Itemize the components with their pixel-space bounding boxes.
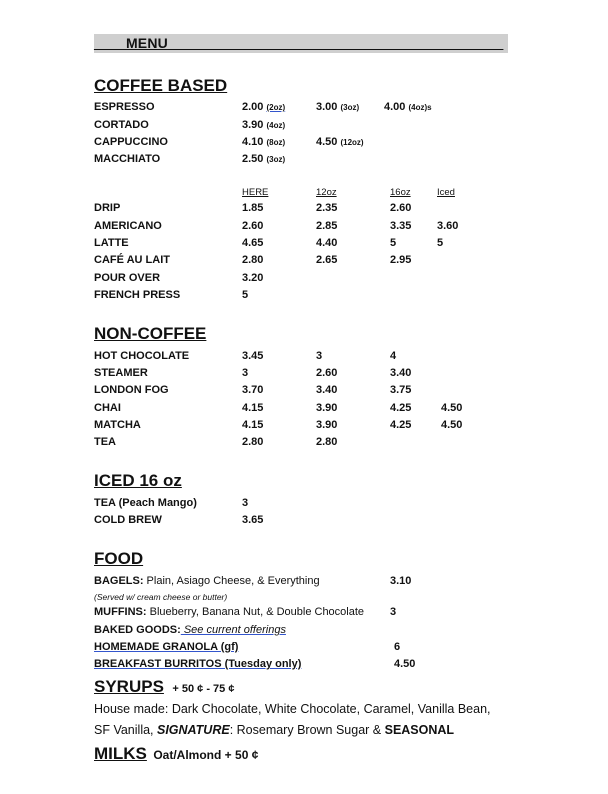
milks-heading-row	[94, 744, 258, 764]
table-row-name: TEA	[94, 436, 116, 448]
syrups-line-2-a: SF Vanilla,	[94, 723, 157, 737]
table-cell-price: 3.70	[242, 384, 264, 396]
syrups-description	[94, 699, 491, 741]
food-item-baked-goods	[94, 624, 286, 636]
table-cell-price: 4.25	[390, 419, 412, 431]
table-cell-price: 3.90	[316, 419, 338, 431]
table-cell-price: 3.45	[242, 350, 264, 362]
table-row-name: HOT CHOCOLATE	[94, 350, 190, 362]
table-cell-price: 5	[437, 237, 444, 249]
table-cell-price: 2.35	[316, 202, 338, 214]
syrups-heading-row	[94, 677, 234, 697]
syrups-price: + 50 ¢ - 75 ¢	[172, 683, 235, 695]
table-cell-price: 4.40	[316, 237, 338, 249]
signature-label: SIGNATURE	[157, 723, 230, 737]
table-row-name: AMERICANO	[94, 220, 162, 232]
milks-price: Oat/Almond + 50 ¢	[153, 748, 259, 762]
table-cell-price: 3.75	[390, 384, 412, 396]
table-cell-price: 2.65	[316, 254, 338, 266]
section-heading-milks: MILKS	[94, 744, 147, 763]
size-label: (2oz)	[266, 103, 286, 112]
table-cell-price: 5	[242, 289, 249, 301]
table-cell-price: 2.60	[242, 220, 264, 232]
section-heading-iced: ICED 16 oz	[94, 471, 182, 490]
baked-label: BAKED GOODS:	[94, 624, 181, 636]
granola-label: HOMEMADE GRANOLA (gf)	[94, 641, 239, 653]
menu-item-name: CAPPUCCINO	[94, 136, 168, 148]
menu-item-price: 4.00 (4oz)s	[384, 101, 432, 113]
menu-item-price: 3.00 (3oz)	[316, 101, 360, 113]
column-header: HERE	[242, 187, 269, 198]
menu-item-name: ESPRESSO	[94, 101, 155, 113]
table-cell-price: 4.65	[242, 237, 264, 249]
menu-item-price: 2.50 (3oz)	[242, 153, 286, 165]
menu-item-price: 4.50 (12oz)	[316, 136, 364, 148]
table-cell-price: 3.20	[242, 272, 264, 284]
bagels-note: (Served w/ cream cheese or butter)	[94, 592, 228, 602]
size-label: (4oz)s	[408, 103, 432, 112]
table-row-name: MATCHA	[94, 419, 141, 431]
table-cell-price: 3.40	[390, 367, 412, 379]
granola-price: 6	[394, 641, 401, 653]
table-row-name: LATTE	[94, 237, 129, 249]
size-label: (3oz)	[340, 103, 360, 112]
menu-item-name: MACCHIATO	[94, 153, 161, 165]
table-cell-price: 2.80	[242, 254, 264, 266]
menu-title: ____MENU__________________________________________	[94, 35, 504, 51]
size-label: (4oz)	[266, 121, 286, 130]
section-heading-food: FOOD	[94, 549, 144, 568]
table-cell-price: 4.15	[242, 419, 264, 431]
menu-item-price: 4.10 (8oz)	[242, 136, 286, 148]
table-cell-price: 3	[242, 367, 249, 379]
menu-item-price: 2.00 (2oz)	[242, 101, 286, 113]
table-cell-price: 4.15	[242, 402, 264, 414]
menu-item-price: 3.90 (4oz)	[242, 119, 286, 131]
table-cell-price: 2.85	[316, 220, 338, 232]
table-row-name: CAFÉ AU LAIT	[94, 254, 170, 266]
bagels-label: BAGELS:	[94, 575, 144, 587]
table-cell-price: 4.25	[390, 402, 412, 414]
table-cell-price: 5	[390, 237, 397, 249]
size-label: (8oz)	[266, 138, 286, 147]
table-cell-price: 4.50	[441, 402, 463, 414]
table-cell-price: 3.65	[242, 514, 264, 526]
size-label: (3oz)	[266, 155, 286, 164]
table-cell-price: 4.50	[441, 419, 463, 431]
table-row-name: DRIP	[94, 202, 121, 214]
table-row-name: CHAI	[94, 402, 121, 414]
muffins-price: 3	[390, 606, 397, 618]
syrups-line-2	[94, 720, 491, 741]
section-heading-coffee-based: COFFEE BASED	[94, 76, 228, 95]
bagels-desc: Plain, Asiago Cheese, & Everything	[143, 575, 320, 587]
table-row-name: LONDON FOG	[94, 384, 169, 396]
column-header: Iced	[437, 187, 455, 198]
table-row-name: STEAMER	[94, 367, 148, 379]
table-cell-price: 4	[390, 350, 397, 362]
table-row-name: FRENCH PRESS	[94, 289, 181, 301]
baked-desc: See current offerings	[180, 624, 286, 636]
section-heading-non-coffee: NON-COFFEE	[94, 324, 207, 343]
table-cell-price: 2.80	[242, 436, 264, 448]
table-cell-price: 3.90	[316, 402, 338, 414]
table-row-name: TEA (Peach Mango)	[94, 497, 197, 509]
table-cell-price: 3	[316, 350, 323, 362]
table-cell-price: 2.95	[390, 254, 412, 266]
syrups-line-2-b: : Rosemary Brown Sugar &	[229, 723, 385, 737]
syrups-line-1: House made: Dark Chocolate, White Chocolate, Caramel, Vanilla Bean,	[94, 702, 491, 716]
table-cell-price: 2.60	[390, 202, 412, 214]
table-cell-price: 1.85	[242, 202, 264, 214]
table-cell-price: 2.60	[316, 367, 338, 379]
column-header: 16oz	[390, 187, 411, 198]
column-header: 12oz	[316, 187, 337, 198]
burritos-price: 4.50	[394, 658, 416, 670]
section-heading-syrups: SYRUPS	[94, 677, 164, 696]
food-item-muffins	[94, 606, 364, 618]
burritos-label: BREAKFAST BURRITOS (Tuesday only)	[94, 658, 302, 670]
table-cell-price: 3.40	[316, 384, 338, 396]
menu-item-name: CORTADO	[94, 119, 149, 131]
table-row-name: POUR OVER	[94, 272, 161, 284]
muffins-desc: Blueberry, Banana Nut, & Double Chocolate	[146, 606, 365, 618]
seasonal-label: SEASONAL	[384, 723, 455, 737]
table-cell-price: 3	[242, 497, 249, 509]
bagels-price: 3.10	[390, 575, 412, 587]
table-cell-price: 2.80	[316, 436, 338, 448]
food-item-bagels	[94, 575, 320, 587]
table-row-name: COLD BREW	[94, 514, 162, 526]
table-cell-price: 3.60	[437, 220, 459, 232]
muffins-label: MUFFINS:	[94, 606, 147, 618]
size-label: (12oz)	[340, 138, 364, 147]
table-cell-price: 3.35	[390, 220, 412, 232]
